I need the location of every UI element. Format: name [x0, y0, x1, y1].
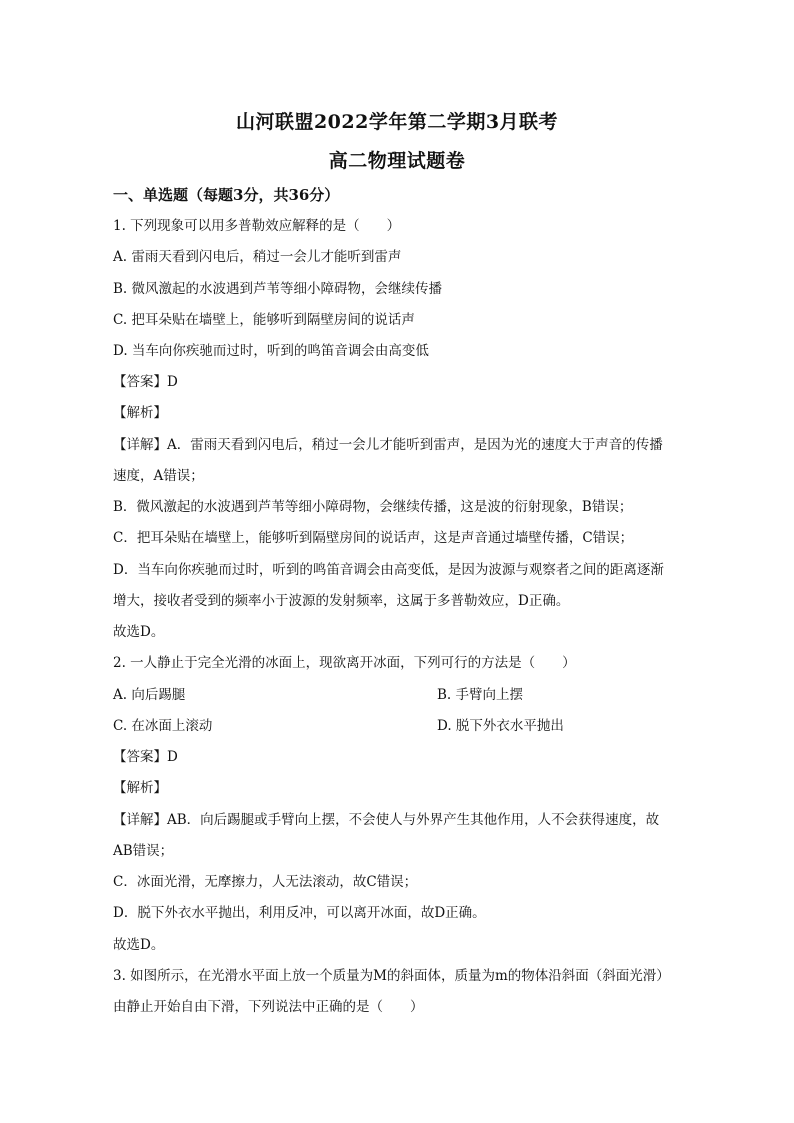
- q1-conclusion: 故选D。: [113, 624, 165, 640]
- q1-option-c: C. 把耳朵贴在墙壁上，能够听到隔壁房间的说话声: [113, 312, 415, 328]
- q2-stem: 2. 一人静止于完全光滑的冰面上，现欲离开冰面，下列可行的方法是（ ）: [113, 655, 576, 671]
- q3-stem-line: 3. 如图所示，在光滑水平面上放一个质量为M的斜面体，质量为m的物体沿斜面（斜面光滑）: [113, 968, 670, 984]
- q2-explanation-line: C．冰面光滑，无摩擦力，人无法滚动，故C错误；: [113, 874, 418, 890]
- q2-explanation-line: AB错误；: [113, 843, 174, 859]
- q1-option-b: B. 微风激起的水波遇到芦苇等细小障碍物，会继续传播: [113, 281, 443, 297]
- q1-explanation-line: B．微风激起的水波遇到芦苇等细小障碍物，会继续传播，这是波的衍射现象，B错误；: [113, 499, 633, 515]
- exam-title: 山河联盟2022学年第二学期3月联考: [235, 111, 559, 133]
- q2-option-b: B. 手臂向上摆: [437, 687, 524, 703]
- q1-analysis-label: 【解析】: [113, 405, 167, 421]
- q2-conclusion: 故选D。: [113, 937, 165, 953]
- q1-explanation-line: C．把耳朵贴在墙壁上，能够听到隔壁房间的说话声，这是声音通过墙壁传播，C错误；: [113, 530, 634, 546]
- q1-answer: 【答案】D: [113, 374, 178, 390]
- q2-explanation-line: D．脱下外衣水平抛出，利用反冲，可以离开冰面，故D正确。: [113, 905, 486, 921]
- q2-option-d: D. 脱下外衣水平抛出: [437, 718, 564, 734]
- q1-option-a: A. 雷雨天看到闪电后，稍过一会儿才能听到雷声: [113, 249, 402, 265]
- q2-answer: 【答案】D: [113, 749, 178, 765]
- exam-subtitle: 高二物理试题卷: [328, 150, 466, 172]
- q1-option-d: D. 当车向你疾驰而过时，听到的鸣笛音调会由高变低: [113, 343, 429, 359]
- q1-explanation-line: D．当车向你疾驰而过时，听到的鸣笛音调会由高变低，是因为波源与观察者之间的距离逐渐: [113, 562, 664, 578]
- section-heading: 一、单选题（每题3分，共36分）: [113, 186, 340, 204]
- q1-stem: 1. 下列现象可以用多普勒效应解释的是（ ）: [113, 218, 401, 234]
- q1-explanation-line: 【详解】A．雷雨天看到闪电后，稍过一会儿才能听到雷声，是因为光的速度大于声音的传播: [113, 437, 663, 453]
- q1-explanation-line: 速度，A错误；: [113, 468, 204, 484]
- q2-option-a: A. 向后踢腿: [113, 687, 186, 703]
- q2-explanation-line: 【详解】AB．向后踢腿或手臂向上摆，不会使人与外界产生其他作用，人不会获得速度，故: [113, 812, 660, 828]
- q2-option-c: C. 在冰面上滚动: [113, 718, 213, 734]
- q2-analysis-label: 【解析】: [113, 780, 167, 796]
- q3-stem-line: 由静止开始自由下滑，下列说法中正确的是（ ）: [113, 999, 424, 1015]
- q1-explanation-line: 增大，接收者受到的频率小于波源的发射频率，这属于多普勒效应，D正确。: [113, 593, 570, 609]
